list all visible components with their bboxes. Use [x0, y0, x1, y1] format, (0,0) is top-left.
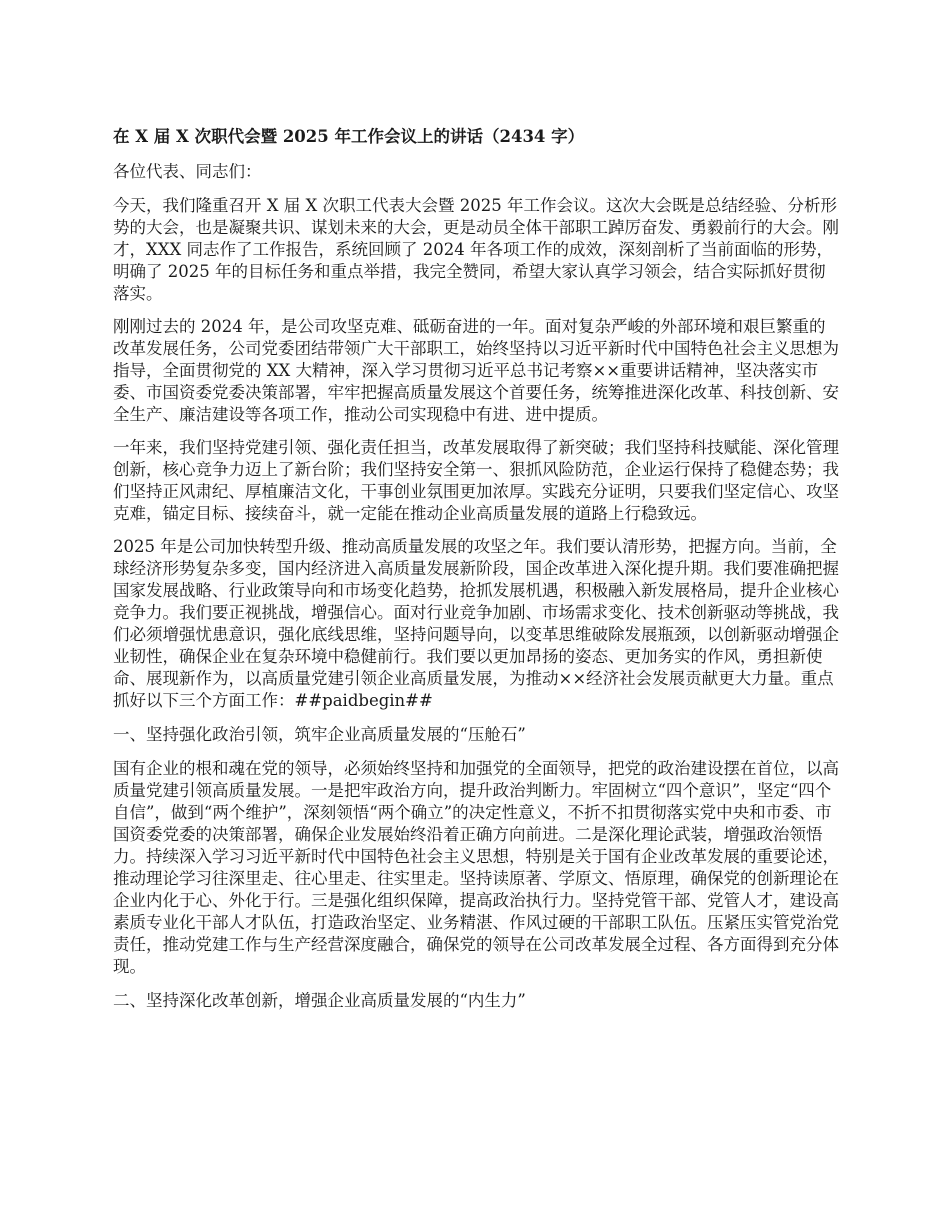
section-heading-1: 一、坚持强化政治引领，筑牢企业高质量发展的“压舱石”	[113, 725, 526, 744]
section-body-1: 国有企业的根和魂在党的领导，必须始终坚持和加强党的全面领导，把党的政治建设摆在首位，以高质量党建引领高质量发展。一是把牢政治方向，提升政治判断力。牢固树立“四个意识”，坚定“四个自信”，做到“两个维护”，深刻领悟“两个确立”的决定性意义，不折不扣贯彻落实党中央和市委、市国资委党委的决策部署，确保企业发展始终沿着正确方向前进。二是深化理论武装，增强政治领悟力。持续深入学习习近平新时代中国特色社会主义思想，特别是关于国有企业改革发展的重要论述，推动理论学习往深里走、往心里走、往实里走。坚持读原著、学原文、悟原理，确保党的创新理论在企业内化于心、外化于行。三是强化组织保障，提高政治执行力。坚持党管干部、党管人才，建设高素质专业化干部人才队伍，打造政治坚定、业务精湛、作风过硬的干部职工队伍。压紧压实管党治党责任，推动党建工作与生产经营深度融合，确保党的领导在公司改革发展全过程、各方面得到充分体现。	[113, 759, 839, 976]
paragraph-opening: 今天，我们隆重召开 X 届 X 次职工代表大会暨 2025 年工作会议。这次大会既是总结经验、分析形势的大会，也是凝聚共识、谋划未来的大会，更是动员全体干部职工踔厉奋发、勇毅前行的大会。刚才，XXX 同志作了工作报告，系统回顾了 2024 年各项工作的成效，深刻剖析了当前面临的形势，明确了 2025 年的目标任务和重点举措，我完全赞同，希望大家认真学习领会，结合实际抓好贯彻落实。	[113, 196, 839, 303]
paragraph-achievements: 一年来，我们坚持党建引领、强化责任担当，改革发展取得了新突破；我们坚持科技赋能、深化管理创新，核心竞争力迈上了新台阶；我们坚持安全第一、狠抓风险防范，企业运行保持了稳健态势；我们坚持正风肃纪、厚植廉洁文化，干事创业氛围更加浓厚。实践充分证明，只要我们坚定信心、攻坚克难，锚定目标、接续奋斗，就一定能在推动企业高质量发展的道路上行稳致远。	[113, 438, 839, 523]
section-heading-2: 二、坚持深化改革创新，增强企业高质量发展的“内生力”	[113, 991, 526, 1010]
salutation: 各位代表、同志们：	[113, 162, 262, 181]
paragraph-2025-outlook: 2025 年是公司加快转型升级、推动高质量发展的攻坚之年。我们要认清形势，把握方向。当前，全球经济形势复杂多变，国内经济进入高质量发展新阶段，国企改革进入深化提升期。我们要准确把握国家发展战略、行业政策导向和市场变化趋势，抢抓发展机遇，积极融入新发展格局，提升企业核心竞争力。我们要正视挑战，增强信心。面对行业竞争加剧、市场需求变化、技术创新驱动等挑战，我们必须增强忧患意识，强化底线思维，坚持问题导向，以变革思维破除发展瓶颈，以创新驱动增强企业韧性，确保企业在复杂环境中稳健前行。我们要以更加昂扬的姿态、更加务实的作风，勇担新使命、展现新作为，以高质量党建引领企业高质量发展，为推动××经济社会发展贡献更大力量。重点抓好以下三个方面工作：##paidbegin##	[113, 537, 839, 710]
paragraph-review-2024: 刚刚过去的 2024 年，是公司攻坚克难、砥砺奋进的一年。面对复杂严峻的外部环境和艰巨繁重的改革发展任务，公司党委团结带领广大干部职工，始终坚持以习近平新时代中国特色社会主义思想为指导，全面贯彻党的 XX 大精神，深入学习贯彻习近平总书记考察××重要讲话精神，坚决落实市委、市国资委党委决策部署，牢牢把握高质量发展这个首要任务，统筹推进深化改革、科技创新、安全生产、廉洁建设等各项工作，推动公司实现稳中有进、进中提质。	[113, 317, 839, 424]
document-page	[113, 125, 841, 1024]
document-title: 在 X 届 X 次职代会暨 2025 年工作会议上的讲话（2434 字）	[113, 127, 585, 146]
